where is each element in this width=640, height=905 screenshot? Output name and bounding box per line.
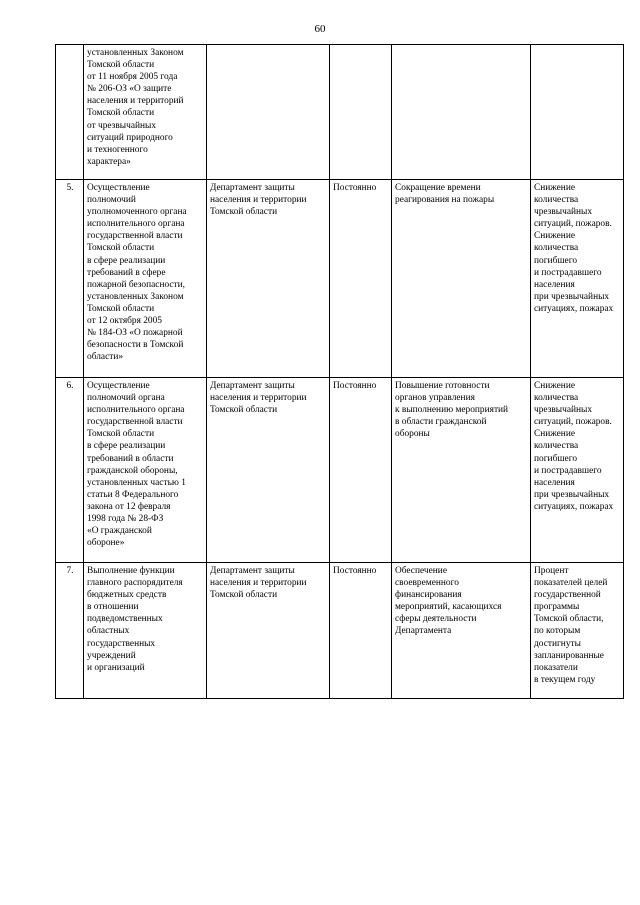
cell-text-line: 1998 года № 28-ФЗ (87, 514, 164, 525)
cell-text-line: Томской области (87, 60, 155, 71)
indicator-cell (531, 378, 624, 563)
cell-text-line: Выполнение функции (87, 566, 175, 576)
cell-text-line: от 11 ноября 2005 года (87, 72, 178, 83)
executor-cell (207, 378, 330, 563)
cell-text-line: ситуациях, пожарах (534, 501, 614, 512)
cell-text-line: населения и территории (210, 393, 307, 404)
cell-text-line: закона от 12 февраля (87, 501, 171, 512)
cell-text-line: от 12 октября 2005 (87, 316, 162, 327)
row-number: 7. (66, 566, 74, 576)
period-cell (330, 378, 392, 563)
table-body (56, 45, 624, 699)
cell-text-line: учреждений (87, 650, 136, 661)
cell-text-line: Сокращение времени (395, 183, 481, 193)
measure-cell (84, 378, 207, 563)
cell-text-line: подведомственных (87, 614, 163, 625)
cell-text-line: при чрезвычайных (534, 489, 610, 500)
indicator-cell (531, 180, 624, 378)
cell-text-line: Постоянно (333, 183, 377, 193)
cell-text-line: ситуаций, пожаров. (534, 417, 612, 428)
table-row (56, 45, 624, 180)
cell-text-line: полномочий органа (87, 393, 165, 404)
cell-text-line: реагирования на пожары (395, 195, 495, 206)
cell-text-line: показатели (534, 662, 578, 673)
cell-text-line: и техногенного (87, 144, 148, 155)
cell-text-line: Процент (534, 566, 569, 576)
cell-text-line: статьи 8 Федерального (87, 489, 179, 500)
cell-text-line: Снижение (534, 231, 575, 242)
result-cell (392, 180, 531, 378)
cell-text-line: Снижение (534, 183, 575, 193)
cell-text-line: ситуациях, пожарах (534, 303, 614, 314)
cell-text-line: Постоянно (333, 381, 377, 391)
cell-text-line: своевременного (395, 578, 459, 589)
cell-text-line: обороне» (87, 538, 125, 549)
cell-text-line: гражданской обороны, (87, 465, 178, 476)
cell-text-line: чрезвычайных (534, 405, 593, 416)
measure-cell (84, 45, 207, 180)
row-number: 5. (66, 183, 74, 193)
cell-text-line: бюджетных средств (87, 590, 167, 601)
cell-text-line: Постоянно (333, 566, 377, 576)
cell-text-line: «О гражданской (87, 526, 152, 537)
cell-text-line: и пострадавшего (534, 465, 602, 476)
cell-text-line: государственных (87, 638, 156, 649)
row-number-cell (56, 378, 84, 563)
result-cell (392, 45, 531, 180)
cell-text-line: населения (534, 477, 575, 488)
cell-text-line: Томской области (210, 207, 278, 218)
cell-text-line: органов управления (395, 393, 475, 404)
cell-text-line: от чрезвычайных (87, 120, 157, 131)
cell-text-line: чрезвычайных (534, 207, 593, 218)
cell-text-line: количества (534, 441, 579, 452)
cell-text-line: государственной власти (87, 231, 183, 242)
cell-text-line: запланированные (534, 650, 604, 661)
cell-text-line: уполномоченного органа (87, 207, 187, 218)
row-number-cell (56, 45, 84, 180)
cell-text-line: к выполнению мероприятий (395, 405, 509, 416)
cell-text-line: программы (534, 602, 580, 613)
cell-text-line: установленных Законом (87, 48, 184, 58)
cell-text-line: исполнительного органа (87, 405, 185, 416)
cell-text-line: исполнительного органа (87, 219, 185, 230)
cell-text-line: погибшего (534, 453, 578, 464)
cell-text-line: установленных Законом (87, 291, 184, 302)
cell-text-line: в текущем году (534, 674, 596, 685)
cell-text-line: погибшего (534, 255, 578, 266)
result-cell (392, 378, 531, 563)
cell-text-line: Повышение готовности (395, 381, 490, 391)
cell-text-line: Департамент защиты (210, 566, 295, 576)
cell-text-line: ситуаций, пожаров. (534, 219, 612, 230)
row-number: 6. (66, 381, 74, 391)
cell-text-line: полномочий (87, 195, 136, 206)
cell-text-line: Томской области (87, 303, 155, 314)
executor-cell (207, 563, 330, 699)
cell-text-line: безопасности в Томской (87, 340, 184, 351)
period-cell (330, 563, 392, 699)
indicator-cell (531, 45, 624, 180)
cell-text-line: в области гражданской (395, 417, 487, 428)
cell-text-line: в отношении (87, 602, 139, 613)
cell-text-line: государственной (534, 590, 601, 601)
cell-text-line: ситуаций природного (87, 132, 173, 143)
indicator-cell (531, 563, 624, 699)
cell-text-line: Снижение (534, 381, 575, 391)
cell-text-line: в сфере реализации (87, 255, 166, 266)
cell-text-line: области» (87, 352, 124, 363)
cell-text-line: Томской области (210, 590, 278, 601)
cell-text-line: характера» (87, 156, 131, 167)
cell-text-line: населения (534, 279, 575, 290)
cell-text-line: установленных частью 1 (87, 477, 186, 488)
cell-text-line: требований в области (87, 453, 174, 464)
cell-text-line: в сфере реализации (87, 441, 166, 452)
executor-cell (207, 45, 330, 180)
cell-text-line: количества (534, 195, 579, 206)
cell-text-line: достигнуты (534, 638, 581, 649)
cell-text-line: главного распорядителя (87, 578, 183, 589)
cell-text-line: Томской области (210, 405, 278, 416)
table-row (56, 378, 624, 563)
cell-text-line: Томской области (87, 108, 155, 119)
page-number: 60 (314, 23, 326, 35)
cell-text-line: № 184-ОЗ «О пожарной (87, 328, 183, 339)
cell-text-line: Снижение (534, 429, 575, 440)
measure-cell (84, 563, 207, 699)
cell-text-line: Обеспечение (395, 566, 447, 576)
cell-text-line: и организаций (87, 662, 145, 673)
cell-text-line: количества (534, 243, 579, 254)
program-measures-table (55, 44, 624, 699)
result-cell (392, 563, 531, 699)
cell-text-line: количества (534, 393, 579, 404)
cell-text-line: требований в сфере (87, 267, 166, 278)
cell-text-line: Департамент защиты (210, 183, 295, 193)
cell-text-line: населения и территории (210, 578, 307, 589)
cell-text-line: обороны (395, 429, 430, 440)
cell-text-line: Томской области (87, 243, 155, 254)
period-cell (330, 45, 392, 180)
cell-text-line: № 206-ОЗ «О защите (87, 84, 172, 95)
cell-text-line: населения и территорий (87, 96, 184, 107)
cell-text-line: населения и территории (210, 195, 307, 206)
cell-text-line: сферы деятельности (395, 614, 477, 625)
table-row (56, 563, 624, 699)
cell-text-line: мероприятий, касающихся (395, 602, 502, 613)
table-row (56, 180, 624, 378)
cell-text-line: при чрезвычайных (534, 291, 610, 302)
executor-cell (207, 180, 330, 378)
cell-text-line: Осуществление (87, 381, 150, 391)
cell-text-line: и пострадавшего (534, 267, 602, 278)
cell-text-line: Департамента (395, 626, 452, 637)
cell-text-line: Осуществление (87, 183, 150, 193)
cell-text-line: финансирования (395, 590, 462, 601)
measure-cell (84, 180, 207, 378)
cell-text-line: Томской области, (534, 614, 604, 625)
cell-text-line: государственной власти (87, 417, 183, 428)
cell-text-line: Департамент защиты (210, 381, 295, 391)
row-number-cell (56, 180, 84, 378)
row-number-cell (56, 563, 84, 699)
period-cell (330, 180, 392, 378)
cell-text-line: показателей целей (534, 578, 608, 589)
cell-text-line: областных (87, 626, 130, 637)
cell-text-line: Томской области (87, 429, 155, 440)
cell-text-line: по которым (534, 626, 581, 637)
cell-text-line: пожарной безопасности, (87, 279, 186, 290)
